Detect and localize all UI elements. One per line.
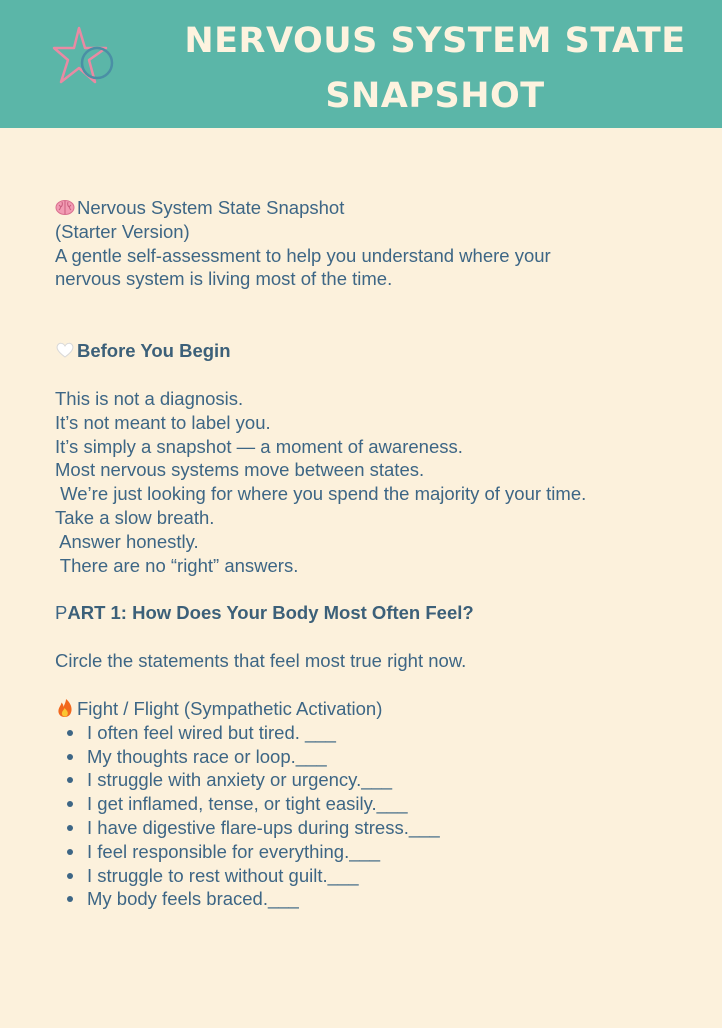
star-circle-logo (52, 24, 118, 90)
list-item: My body feels braced.___ (67, 887, 695, 911)
part1-instruction: Circle the statements that feel most true right now. (55, 650, 467, 672)
part1-heading-prefix: P (55, 602, 68, 624)
intro-desc-line-1: A gentle self-assessment to help you understand where your (55, 244, 551, 266)
intro-desc-line-2: nervous system is living most of the time. (55, 268, 393, 290)
title-line-2: SNAPSHOT (325, 76, 545, 116)
before-line: Answer honestly. (55, 530, 199, 552)
before-line: We’re just looking for where you spend the majority of your time. (55, 483, 587, 505)
list-item: I feel responsible for everything.___ (67, 840, 695, 864)
list-item: My thoughts race or loop.___ (67, 745, 695, 769)
before-heading: Before You Begin (77, 340, 231, 362)
fire-icon (55, 698, 75, 718)
page-title (150, 14, 720, 124)
before-line: There are no “right” answers. (55, 554, 299, 576)
title-line-1: NERVOUS SYSTEM STATE (184, 21, 686, 61)
white-heart-icon (55, 340, 75, 360)
fight-flight-title-line (55, 697, 695, 721)
list-item: I struggle with anxiety or urgency.___ (67, 768, 695, 792)
part1-heading (55, 601, 695, 625)
intro-title-line (55, 196, 695, 220)
document-body (55, 196, 695, 911)
before-line: Most nervous systems move between states. (55, 459, 425, 481)
header-banner (0, 0, 722, 128)
list-item: I get inflamed, tense, or tight easily.___ (67, 792, 695, 816)
list-item: I often feel wired but tired. ___ (67, 721, 695, 745)
before-line: Take a slow breath. (55, 506, 215, 528)
fight-flight-title: Fight / Flight (Sympathetic Activation) (77, 697, 383, 719)
list-item: I have digestive flare-ups during stress.___ (67, 816, 695, 840)
fight-flight-list (55, 721, 695, 911)
intro-title: Nervous System State Snapshot (77, 197, 345, 218)
before-line: It’s simply a snapshot — a moment of awareness. (55, 435, 463, 457)
intro-subtitle: (Starter Version) (55, 220, 190, 242)
before-line: It’s not meant to label you. (55, 411, 271, 433)
before-line: This is not a diagnosis. (55, 387, 244, 409)
before-heading-line (55, 339, 695, 363)
list-item: I struggle to rest without guilt.___ (67, 864, 695, 888)
brain-icon (55, 197, 75, 217)
part1-heading-rest: ART 1: How Does Your Body Most Often Feel? (67, 602, 474, 624)
